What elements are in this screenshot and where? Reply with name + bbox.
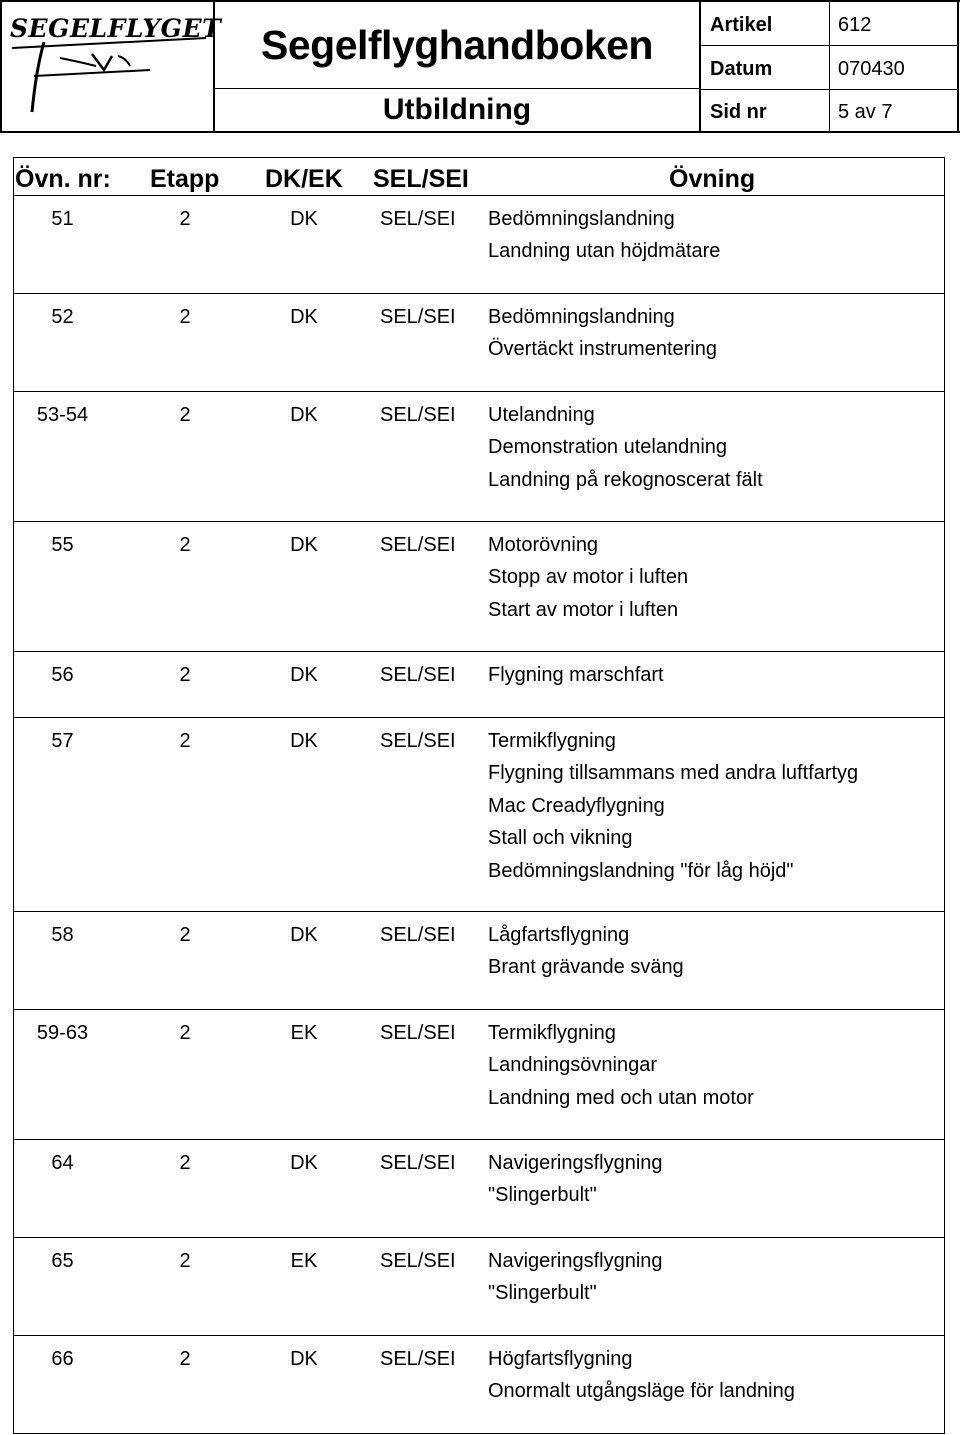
ovning-line: Landning med och utan motor bbox=[488, 1086, 754, 1109]
header-divider-title bbox=[214, 88, 700, 89]
etapp-cell: 2 bbox=[179, 664, 191, 686]
ovning-cell bbox=[488, 919, 684, 984]
sel-sei-cell: SEL/SEI bbox=[380, 534, 456, 556]
header-divider-meta-values bbox=[829, 0, 830, 133]
column-header-ovn-nr: Övn. nr: bbox=[15, 165, 111, 193]
column-header-ovning: Övning bbox=[669, 165, 756, 193]
exercise-number: 53-54 bbox=[36, 404, 89, 426]
table-row bbox=[13, 1139, 945, 1237]
row-separator bbox=[13, 717, 945, 718]
ovning-line: Lågfartsflygning bbox=[488, 924, 630, 946]
ovning-cell bbox=[488, 301, 717, 366]
ovning-cell bbox=[488, 1245, 663, 1310]
dk-ek-cell: DK bbox=[290, 1152, 318, 1174]
ovning-cell bbox=[488, 725, 858, 887]
ovning-line: Navigeringsflygning bbox=[488, 1250, 663, 1272]
ovning-cell bbox=[488, 1343, 795, 1408]
dk-ek-cell: DK bbox=[290, 664, 318, 686]
document-title: Segelflyghandboken bbox=[261, 22, 653, 68]
table-row bbox=[13, 651, 945, 717]
etapp-cell: 2 bbox=[179, 534, 191, 556]
ovning-cell bbox=[488, 1017, 754, 1114]
column-header-sel-sei: SEL/SEI bbox=[373, 165, 469, 193]
ovning-line: Landningsövningar bbox=[488, 1054, 658, 1077]
table-header-separator bbox=[13, 195, 945, 196]
table-row bbox=[13, 1237, 945, 1335]
document-subtitle: Utbildning bbox=[382, 93, 532, 126]
sel-sei-cell: SEL/SEI bbox=[380, 924, 456, 946]
table-border-left bbox=[13, 157, 14, 1434]
etapp-cell: 2 bbox=[179, 404, 191, 426]
ovning-cell bbox=[488, 399, 763, 496]
etapp-cell: 2 bbox=[179, 1348, 191, 1370]
ovning-line: Stall och vikning bbox=[488, 827, 633, 850]
dk-ek-cell: DK bbox=[290, 534, 318, 556]
row-separator bbox=[13, 1237, 945, 1238]
logo-text: SEGELFLYGET bbox=[10, 14, 222, 43]
sel-sei-cell: SEL/SEI bbox=[380, 1152, 456, 1174]
etapp-cell: 2 bbox=[179, 306, 191, 328]
exercise-number: 58 bbox=[51, 924, 74, 946]
etapp-cell: 2 bbox=[179, 730, 191, 752]
ovning-line: Navigeringsflygning bbox=[488, 1152, 663, 1174]
dk-ek-cell: DK bbox=[290, 404, 318, 426]
column-header-dk-ek: DK/EK bbox=[265, 165, 343, 193]
dk-ek-cell: DK bbox=[290, 306, 318, 328]
sel-sei-cell: SEL/SEI bbox=[380, 1348, 456, 1370]
row-separator bbox=[13, 911, 945, 912]
table-row bbox=[13, 293, 945, 391]
etapp-cell: 2 bbox=[179, 924, 191, 946]
row-separator bbox=[13, 521, 945, 522]
exercise-number: 59-63 bbox=[36, 1022, 89, 1044]
dk-ek-cell: DK bbox=[290, 924, 318, 946]
sel-sei-cell: SEL/SEI bbox=[380, 1250, 456, 1272]
ovning-line: Bedömningslandning bbox=[488, 306, 675, 328]
dk-ek-cell: EK bbox=[290, 1022, 318, 1044]
ovning-line: Övertäckt instrumentering bbox=[488, 338, 717, 361]
exercise-number: 57 bbox=[51, 730, 74, 752]
sidnr-value: 5 av 7 bbox=[838, 101, 893, 123]
datum-value: 070430 bbox=[838, 58, 905, 80]
ovning-cell bbox=[488, 203, 720, 268]
dk-ek-cell: EK bbox=[290, 1250, 318, 1272]
exercise-number: 64 bbox=[51, 1152, 74, 1174]
row-separator bbox=[13, 293, 945, 294]
table-row bbox=[13, 521, 945, 651]
ovning-line: Flygning tillsammans med andra luftfartyg bbox=[488, 762, 859, 785]
row-separator bbox=[13, 391, 945, 392]
table-border-top bbox=[13, 157, 945, 158]
sel-sei-cell: SEL/SEI bbox=[380, 306, 456, 328]
ovning-line: Motorövning bbox=[488, 534, 599, 556]
datum-label: Datum bbox=[710, 58, 773, 80]
ovning-line: Landning på rekognoscerat fält bbox=[488, 468, 763, 491]
table-row bbox=[13, 195, 945, 293]
row-separator bbox=[13, 1335, 945, 1336]
glider-logo-icon bbox=[0, 0, 214, 132]
ovning-cell bbox=[488, 529, 688, 626]
table-border-right bbox=[944, 157, 945, 1434]
table-border-bottom bbox=[13, 1433, 945, 1434]
etapp-cell: 2 bbox=[179, 1152, 191, 1174]
column-header-etapp: Etapp bbox=[150, 165, 220, 193]
ovning-line: Bedömningslandning bbox=[488, 208, 675, 230]
ovning-line: Landning utan höjdmätare bbox=[488, 240, 721, 263]
logo bbox=[0, 0, 222, 132]
table-row bbox=[13, 717, 945, 911]
ovning-cell bbox=[488, 659, 664, 691]
row-separator bbox=[13, 1139, 945, 1140]
sel-sei-cell: SEL/SEI bbox=[380, 1022, 456, 1044]
table-row bbox=[13, 391, 945, 521]
ovning-line: Högfartsflygning bbox=[488, 1348, 633, 1370]
ovning-cell bbox=[488, 1147, 663, 1212]
exercise-table bbox=[13, 157, 945, 1435]
etapp-cell: 2 bbox=[179, 1022, 191, 1044]
sel-sei-cell: SEL/SEI bbox=[380, 730, 456, 752]
ovning-line: Bedömningslandning "för låg höjd" bbox=[488, 859, 794, 882]
artikel-value: 612 bbox=[838, 14, 872, 36]
table-row bbox=[13, 911, 945, 1009]
table-row bbox=[13, 1009, 945, 1139]
dk-ek-cell: DK bbox=[290, 208, 318, 230]
exercise-number: 65 bbox=[51, 1250, 74, 1272]
dk-ek-cell: DK bbox=[290, 730, 318, 752]
ovning-line: Mac Creadyflygning bbox=[488, 794, 665, 817]
ovning-line: Onormalt utgångsläge för landning bbox=[488, 1380, 795, 1403]
ovning-line: Termikflygning bbox=[488, 1022, 616, 1044]
document-header bbox=[0, 0, 960, 134]
ovning-line: "Slingerbult" bbox=[488, 1282, 597, 1305]
exercise-number: 66 bbox=[51, 1348, 74, 1370]
ovning-line: Utelandning bbox=[488, 404, 595, 426]
exercise-number: 51 bbox=[51, 208, 74, 230]
header-border-right bbox=[957, 0, 959, 133]
dk-ek-cell: DK bbox=[290, 1348, 318, 1370]
exercise-number: 55 bbox=[51, 534, 74, 556]
exercise-number: 56 bbox=[51, 664, 74, 686]
row-separator bbox=[13, 1009, 945, 1010]
sel-sei-cell: SEL/SEI bbox=[380, 208, 456, 230]
ovning-line: "Slingerbult" bbox=[488, 1184, 597, 1207]
ovning-line: Termikflygning bbox=[488, 730, 616, 752]
ovning-line: Demonstration utelandning bbox=[488, 436, 728, 459]
ovning-line: Stopp av motor i luften bbox=[488, 566, 689, 589]
ovning-line: Flygning marschfart bbox=[488, 664, 664, 686]
table-row bbox=[13, 1335, 945, 1433]
artikel-label: Artikel bbox=[710, 14, 773, 36]
exercise-number: 52 bbox=[51, 306, 74, 328]
etapp-cell: 2 bbox=[179, 208, 191, 230]
row-separator bbox=[13, 651, 945, 652]
sidnr-label: Sid nr bbox=[710, 101, 767, 123]
etapp-cell: 2 bbox=[179, 1250, 191, 1272]
sel-sei-cell: SEL/SEI bbox=[380, 404, 456, 426]
ovning-line: Brant grävande sväng bbox=[488, 956, 684, 979]
ovning-line: Start av motor i luften bbox=[488, 598, 679, 621]
sel-sei-cell: SEL/SEI bbox=[380, 664, 456, 686]
